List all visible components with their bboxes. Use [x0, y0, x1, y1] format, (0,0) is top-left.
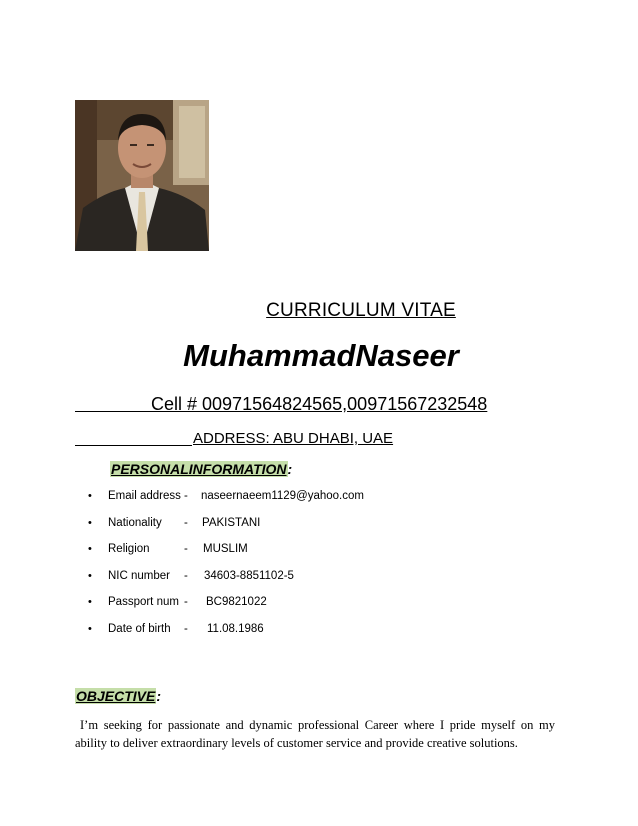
cv-heading-text: CURRICULUM VITAE: [266, 300, 456, 321]
cell-numbers: Cell # 00971564824565,00971567232548: [151, 394, 488, 414]
bullet-icon: •: [88, 596, 92, 608]
info-dash: -: [184, 543, 188, 555]
objective-title: OBJECTIVE: [76, 688, 156, 704]
info-dash: -: [184, 490, 188, 502]
info-label: Date of birth: [108, 622, 171, 635]
bullet-icon: •: [88, 543, 92, 555]
address-text: ADDRESS: ABU DHABI, UAE: [193, 430, 394, 447]
heading-colon: :: [287, 461, 293, 477]
underline-leader: [75, 445, 192, 446]
objective-heading: [75, 688, 161, 704]
info-label: Nationality: [108, 516, 162, 529]
objective-paragraph: [75, 716, 555, 752]
info-value: 34603-8851102-5: [204, 569, 294, 582]
cell-line: [75, 394, 488, 416]
bullet-icon: •: [88, 490, 92, 502]
underline-leader: [75, 411, 151, 412]
info-dash: -: [184, 596, 188, 608]
person-photo-icon: [75, 100, 209, 251]
candidate-name: [0, 338, 638, 374]
info-label: NIC number: [108, 569, 170, 582]
bullet-icon: •: [88, 569, 92, 582]
info-dash: -: [184, 516, 188, 529]
info-value: MUSLIM: [203, 543, 248, 555]
personal-info-title: PERSONALINFORMATION: [111, 461, 287, 477]
heading-colon: :: [156, 688, 162, 704]
profile-photo: [75, 100, 209, 251]
cv-heading: [0, 300, 638, 322]
info-dash: -: [184, 569, 188, 582]
personal-info-heading: [110, 461, 292, 477]
bullet-icon: •: [88, 516, 92, 529]
info-value: PAKISTANI: [202, 516, 261, 529]
objective-body: I’m seeking for passionate and dynamic professional Career where I pride myself on my ability to deliver extraordinary levels of customer service and provide creative solutions.: [75, 718, 555, 750]
info-value: 11.08.1986: [207, 622, 264, 635]
info-dash: -: [184, 622, 188, 635]
info-label: Email address: [108, 490, 181, 502]
candidate-name-text: MuhammadNaseer: [183, 338, 459, 373]
address-line: [75, 430, 394, 450]
info-value: BC9821022: [206, 596, 267, 608]
info-label: Religion: [108, 543, 150, 555]
info-value: naseernaeem1129@yahoo.com: [201, 490, 364, 502]
bullet-icon: •: [88, 622, 92, 635]
info-label: Passport num: [108, 596, 179, 608]
